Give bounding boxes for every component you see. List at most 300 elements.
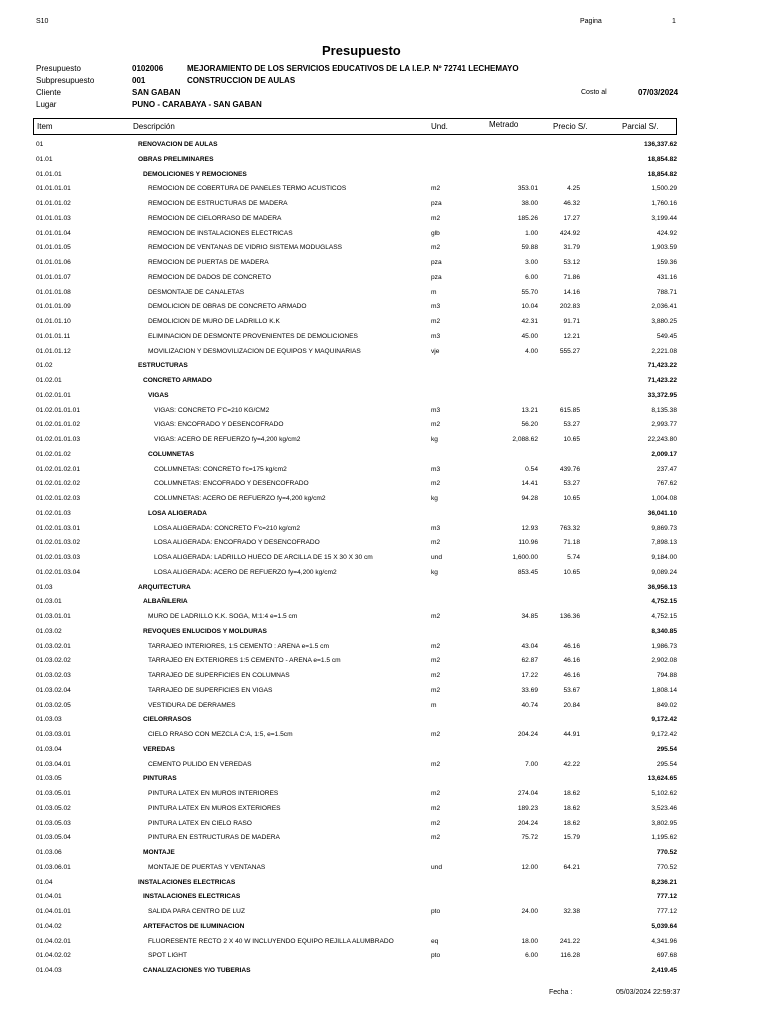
cell-item: 01.03.02 <box>36 627 62 635</box>
cell-parcial: 1,808.14 <box>651 686 677 694</box>
col-und: Und. <box>431 122 448 131</box>
table-row <box>0 241 768 256</box>
cell-und: und <box>431 554 443 561</box>
cell-parcial: 18,854.82 <box>647 155 677 163</box>
cell-precio: 5.74 <box>567 554 580 561</box>
col-item: Item <box>37 122 53 131</box>
table-row <box>0 286 768 301</box>
table-row <box>0 433 768 448</box>
table-row <box>0 758 768 773</box>
cell-metrado: 42.31 <box>521 318 538 325</box>
cell-descripcion: REMOCION DE INSTALACIONES ELECTRICAS <box>148 229 293 237</box>
cell-und: m2 <box>431 244 441 252</box>
cell-descripcion: VIGAS: CONCRETO F'C=210 KG/CM2 <box>154 406 270 414</box>
cell-metrado: 43.04 <box>521 642 538 650</box>
table-row <box>0 802 768 817</box>
cell-item: 01.03.04 <box>36 745 62 753</box>
cell-item: 01.01.01.10 <box>36 318 71 325</box>
table-row <box>0 920 768 935</box>
cell-item: 01.01.01.02 <box>36 200 71 207</box>
cell-parcial: 788.71 <box>656 288 677 296</box>
cell-precio: 42.22 <box>563 760 580 768</box>
table-row <box>0 890 768 905</box>
cell-metrado: 204.24 <box>517 731 538 738</box>
cell-metrado: 204.24 <box>517 819 538 827</box>
cell-und: und <box>431 863 443 871</box>
cell-item: 01.03.05 <box>36 775 62 783</box>
cell-parcial: 13,624.65 <box>647 775 677 783</box>
cell-descripcion: CIELO RRASO CON MEZCLA C:A, 1:5, e=1.5cm <box>148 731 293 738</box>
cell-descripcion: COLUMNETAS: CONCRETO f'c=175 kg/cm2 <box>154 465 287 473</box>
cell-metrado: 1.00 <box>525 229 538 237</box>
costo-date: 07/03/2024 <box>638 88 679 97</box>
cell-descripcion: MURO DE LADRILLO K.K. SOGA, M:1:4 e=1.5 cm <box>148 613 298 620</box>
cell-descripcion: MOVILIZACION Y DESMOVILIZACION DE EQUIPOS Y MAQUINARIAS <box>148 347 361 355</box>
cell-parcial: 770.52 <box>656 849 677 856</box>
table-row <box>0 448 768 463</box>
cell-descripcion: REMOCION DE CIELORRASO DE MADERA <box>148 214 282 222</box>
cell-parcial: 424.92 <box>656 229 677 237</box>
cell-item: 01.02.01.02.02 <box>36 480 80 488</box>
cell-item: 01.01.01.06 <box>36 259 71 266</box>
cell-descripcion: TARRAJEO EN EXTERIORES 1:5 CEMENTO - ARENA e=1.5 cm <box>148 657 341 665</box>
cell-item: 01.04.02 <box>36 922 62 930</box>
cell-und: m2 <box>431 834 441 842</box>
cell-descripcion: REMOCION DE COBERTURA DE PANELES TERMO ACUSTICOS <box>148 185 347 193</box>
cell-descripcion: INSTALACIONES ELECTRICAS <box>143 893 241 901</box>
table-row <box>0 345 768 360</box>
table-row <box>0 418 768 433</box>
cell-und: pto <box>431 908 441 915</box>
table-row <box>0 772 768 787</box>
cell-precio: 15.79 <box>563 834 580 842</box>
cell-metrado: 55.70 <box>521 288 538 296</box>
cell-descripcion: PINTURAS <box>143 775 177 783</box>
cell-item: 01.03.02.03 <box>36 672 71 679</box>
cell-parcial: 1,986.73 <box>651 642 677 650</box>
cell-metrado: 10.04 <box>521 303 538 311</box>
table-row <box>0 699 768 714</box>
cell-und: m2 <box>431 318 441 325</box>
table-row <box>0 625 768 640</box>
cell-item: 01.03.05.03 <box>36 819 71 827</box>
table-row <box>0 404 768 419</box>
cell-parcial: 7,898.13 <box>651 539 677 547</box>
table-row <box>0 315 768 330</box>
cell-metrado: 274.04 <box>517 790 538 797</box>
table-row <box>0 522 768 537</box>
cell-item: 01.03.02.04 <box>36 686 71 694</box>
cell-und: m3 <box>431 303 441 311</box>
cell-precio: 71.86 <box>563 273 580 281</box>
cell-descripcion: ALBAÑILERIA <box>143 598 188 606</box>
cell-item: 01.04.01 <box>36 893 62 901</box>
table-row <box>0 182 768 197</box>
cell-parcial: 237.47 <box>656 465 677 473</box>
cell-precio: 71.18 <box>563 539 580 547</box>
report-code: S10 <box>36 18 49 25</box>
cell-item: 01.01.01.05 <box>36 244 71 252</box>
cell-parcial: 697.68 <box>656 952 677 960</box>
cell-precio: 18.62 <box>563 790 580 797</box>
cell-parcial: 3,880.25 <box>651 318 677 325</box>
cell-parcial: 767.62 <box>656 480 677 488</box>
cell-parcial: 22,243.80 <box>647 436 677 443</box>
cell-item: 01.03.05.01 <box>36 790 71 797</box>
cell-parcial: 794.88 <box>656 672 677 679</box>
cell-parcial: 849.02 <box>656 701 677 709</box>
fecha-value: 05/03/2024 22:59:37 <box>616 989 681 996</box>
cell-parcial: 2,902.08 <box>651 657 677 665</box>
cell-metrado: 7.00 <box>525 760 538 768</box>
cell-descripcion: COLUMNETAS: ENCOFRADO Y DESENCOFRADO <box>154 480 309 488</box>
cell-precio: 46.16 <box>563 642 580 650</box>
cell-und: pza <box>431 259 442 266</box>
cell-descripcion: LOSA ALIGERADA: LADRILLO HUECO DE ARCILLA DE 15 X 30 X 30 cm <box>154 554 373 561</box>
budget-table-body <box>0 138 768 979</box>
cell-parcial: 36,041.10 <box>647 509 677 517</box>
table-row <box>0 212 768 227</box>
cell-metrado: 17.22 <box>521 672 538 679</box>
table-row <box>0 168 768 183</box>
cell-precio: 615.85 <box>559 406 580 414</box>
costo-label: Costo al <box>581 89 607 96</box>
presupuesto-label: Presupuesto <box>36 64 81 73</box>
cell-item: 01.02.01.03.01 <box>36 524 80 532</box>
cell-precio: 53.12 <box>563 259 580 266</box>
cell-item: 01.02.01.02.03 <box>36 495 80 502</box>
cell-und: kg <box>431 436 438 443</box>
table-row <box>0 197 768 212</box>
cell-metrado: 110.96 <box>518 539 538 547</box>
page-title: Presupuesto <box>322 43 401 58</box>
cell-und: m2 <box>431 760 441 768</box>
subpresupuesto-code: 001 <box>132 76 146 85</box>
cell-item: 01.03.03.01 <box>36 731 71 738</box>
cell-item: 01 <box>36 141 44 148</box>
cell-metrado: 56.20 <box>521 421 538 429</box>
col-descripcion: Descripción <box>133 122 175 131</box>
cell-precio: 424.92 <box>559 229 580 237</box>
cell-parcial: 295.54 <box>656 760 677 768</box>
cell-descripcion: MONTAJE <box>143 849 175 856</box>
presupuesto-name: MEJORAMIENTO DE LOS SERVICIOS EDUCATIVOS DE LA I.E.P. Nº 72741 LECHEMAYO <box>187 64 519 73</box>
cell-parcial: 1,195.62 <box>651 834 677 842</box>
cell-parcial: 9,172.42 <box>651 731 677 738</box>
table-row <box>0 654 768 669</box>
cell-und: kg <box>431 495 438 502</box>
cell-descripcion: COLUMNETAS: ACERO DE REFUERZO fy=4,200 kg/cm2 <box>154 495 326 502</box>
cell-precio: 18.62 <box>563 819 580 827</box>
cell-descripcion: LOSA ALIGERADA: ENCOFRADO Y DESENCOFRADO <box>154 539 320 547</box>
cell-precio: 202.83 <box>559 303 580 311</box>
cell-item: 01.02.01.01 <box>36 391 71 399</box>
cell-parcial: 5,102.62 <box>651 790 677 797</box>
cell-und: m2 <box>431 214 441 222</box>
cell-descripcion: CONCRETO ARMADO <box>143 377 212 384</box>
subpresupuesto-name: CONSTRUCCION DE AULAS <box>187 76 296 85</box>
cell-parcial: 159.36 <box>656 259 677 266</box>
cell-und: pza <box>431 200 442 207</box>
table-row <box>0 551 768 566</box>
cell-und: m3 <box>431 465 441 473</box>
cell-parcial: 770.52 <box>656 863 677 871</box>
cell-parcial: 71,423.22 <box>647 377 677 384</box>
cell-descripcion: ELIMINACION DE DESMONTE PROVENIENTES DE DEMOLICIONES <box>148 332 358 340</box>
cell-und: m3 <box>431 406 441 414</box>
cell-metrado: 40.74 <box>521 701 538 709</box>
cell-precio: 53.27 <box>563 421 580 429</box>
table-row <box>0 935 768 950</box>
cell-und: kg <box>431 568 438 576</box>
cell-precio: 14.16 <box>563 288 580 296</box>
cell-und: m2 <box>431 185 441 193</box>
cell-parcial: 9,184.00 <box>651 554 677 561</box>
cell-descripcion: DEMOLICIONES Y REMOCIONES <box>143 170 247 178</box>
cell-parcial: 549.45 <box>656 332 677 340</box>
lugar-label: Lugar <box>36 100 57 109</box>
cell-precio: 53.27 <box>563 480 580 488</box>
cell-descripcion: VIGAS <box>148 391 169 399</box>
cell-item: 01.03.02.05 <box>36 701 71 709</box>
cell-item: 01.03.01.01 <box>36 613 71 620</box>
cell-precio: 64.21 <box>563 863 580 871</box>
table-row <box>0 684 768 699</box>
cell-descripcion: OBRAS PRELIMINARES <box>138 155 214 163</box>
cell-parcial: 136,337.62 <box>643 141 677 148</box>
cell-precio: 44.91 <box>563 731 580 738</box>
cell-metrado: 6.00 <box>525 273 538 281</box>
cell-item: 01.02.01.03.04 <box>36 568 80 576</box>
cell-item: 01.03.02.01 <box>36 642 71 650</box>
col-parcial: Parcial S/. <box>622 122 659 131</box>
table-row <box>0 389 768 404</box>
table-row <box>0 831 768 846</box>
cell-descripcion: RENOVACION DE AULAS <box>138 141 218 148</box>
cell-metrado: 38.00 <box>521 200 538 207</box>
cell-descripcion: LOSA ALIGERADA: CONCRETO F'c=210 kg/cm2 <box>154 524 301 532</box>
cell-descripcion: DESMONTAJE DE CANALETAS <box>148 288 245 296</box>
cell-metrado: 6.00 <box>525 952 538 960</box>
cell-parcial: 1,004.08 <box>651 495 677 502</box>
cell-descripcion: VEREDAS <box>143 745 175 753</box>
cell-metrado: 94.28 <box>521 495 538 502</box>
cell-precio: 439.76 <box>559 465 580 473</box>
cell-parcial: 36,956.13 <box>647 583 677 591</box>
cell-descripcion: COLUMNETAS <box>148 450 195 458</box>
page-label: Pagina <box>580 18 602 25</box>
cell-descripcion: LOSA ALIGERADA: ACERO DE REFUERZO fy=4,200 kg/cm2 <box>154 568 337 576</box>
table-row <box>0 949 768 964</box>
table-row <box>0 507 768 522</box>
cell-parcial: 8,236.21 <box>651 878 677 886</box>
cell-descripcion: TARRAJEO DE SUPERFICIES EN COLUMNAS <box>148 672 290 679</box>
table-header <box>33 118 677 135</box>
cell-item: 01.02.01.01.03 <box>36 436 80 443</box>
cell-item: 01.04 <box>36 878 53 886</box>
cell-item: 01.03.06 <box>36 849 62 856</box>
cell-item: 01.03.06.01 <box>36 863 71 871</box>
cell-precio: 116.28 <box>560 952 580 960</box>
cell-descripcion: PINTURA EN ESTRUCTURAS DE MADERA <box>148 834 280 842</box>
cell-und: m2 <box>431 804 441 812</box>
cell-item: 01.01.01.03 <box>36 214 71 222</box>
cell-descripcion: CEMENTO PULIDO EN VEREDAS <box>148 760 252 768</box>
table-row <box>0 713 768 728</box>
cell-metrado: 33.69 <box>521 686 538 694</box>
cliente-label: Cliente <box>36 88 61 97</box>
cell-und: m2 <box>431 613 441 620</box>
cell-descripcion: REMOCION DE DADOS DE CONCRETO <box>148 273 271 281</box>
presupuesto-code: 0102006 <box>132 64 164 73</box>
cell-parcial: 33,372.95 <box>647 391 677 399</box>
cell-descripcion: VIGAS: ENCOFRADO Y DESENCOFRADO <box>154 421 284 429</box>
cell-descripcion: VESTIDURA DE DERRAMES <box>148 701 236 709</box>
cell-descripcion: LOSA ALIGERADA <box>148 509 207 517</box>
cell-descripcion: ESTRUCTURAS <box>138 362 188 370</box>
table-row <box>0 374 768 389</box>
cell-und: m2 <box>431 731 441 738</box>
cell-item: 01.04.03 <box>36 967 62 974</box>
cell-precio: 4.25 <box>567 185 580 193</box>
cell-parcial: 431.16 <box>656 273 677 281</box>
cell-precio: 10.65 <box>563 568 580 576</box>
cell-item: 01.02.01.01.02 <box>36 421 80 429</box>
cell-precio: 136.36 <box>559 613 580 620</box>
cell-und: m <box>431 288 437 296</box>
cell-precio: 53.67 <box>563 686 580 694</box>
table-row <box>0 640 768 655</box>
cell-parcial: 1,760.16 <box>651 200 677 207</box>
cell-item: 01.03.05.02 <box>36 804 71 812</box>
cell-descripcion: REVOQUES ENLUCIDOS Y MOLDURAS <box>143 627 267 635</box>
cell-item: 01.02.01.03.02 <box>36 539 80 547</box>
cell-descripcion: PINTURA LATEX EN MUROS EXTERIORES <box>148 804 281 812</box>
table-row <box>0 728 768 743</box>
cell-descripcion: CIELORRASOS <box>143 716 192 724</box>
cell-precio: 18.62 <box>563 804 580 812</box>
table-row <box>0 300 768 315</box>
cell-precio: 17.27 <box>563 214 580 222</box>
cell-parcial: 777.12 <box>656 908 677 915</box>
cell-item: 01.01 <box>36 155 53 163</box>
cell-und: m2 <box>431 421 441 429</box>
cell-parcial: 9,089.24 <box>651 568 677 576</box>
cell-item: 01.02 <box>36 362 53 370</box>
cell-parcial: 2,993.77 <box>651 421 677 429</box>
cell-parcial: 3,523.46 <box>651 804 677 812</box>
cell-item: 01.02.01.03 <box>36 509 71 517</box>
cell-parcial: 18,854.82 <box>647 170 677 178</box>
cell-item: 01.02.01.02.01 <box>36 465 80 473</box>
cell-parcial: 2,009.17 <box>651 450 677 458</box>
cell-und: m2 <box>431 539 441 547</box>
lugar-value: PUNO - CARABAYA - SAN GABAN <box>132 100 262 109</box>
cell-item: 01.02.01 <box>36 377 62 384</box>
cell-item: 01.02.01.01.01 <box>36 406 80 414</box>
cell-descripcion: REMOCION DE PUERTAS DE MADERA <box>148 259 269 266</box>
cell-descripcion: REMOCION DE ESTRUCTURAS DE MADERA <box>148 200 288 207</box>
cell-parcial: 777.12 <box>656 893 677 901</box>
cell-parcial: 2,036.41 <box>651 303 677 311</box>
cell-precio: 46.32 <box>563 200 580 207</box>
cell-precio: 46.16 <box>563 657 580 665</box>
cell-precio: 241.22 <box>559 937 580 945</box>
table-row <box>0 861 768 876</box>
cell-und: pza <box>431 273 442 281</box>
cell-parcial: 4,752.15 <box>651 598 677 606</box>
cell-descripcion: ARTEFACTOS DE ILUMINACION <box>143 922 245 930</box>
cell-parcial: 295.54 <box>656 745 677 753</box>
cell-metrado: 2,088.62 <box>512 436 538 443</box>
cell-und: m2 <box>431 686 441 694</box>
cell-descripcion: SALIDA PARA CENTRO DE LUZ <box>148 908 245 915</box>
cell-item: 01.03.01 <box>36 598 62 606</box>
table-row <box>0 743 768 758</box>
cell-item: 01.04.01.01 <box>36 908 71 915</box>
page-number: 1 <box>672 18 676 25</box>
cell-metrado: 0.54 <box>525 465 538 473</box>
cell-metrado: 3.00 <box>525 259 538 266</box>
cell-item: 01.01.01.11 <box>36 332 71 340</box>
cell-descripcion: CANALIZACIONES Y/O TUBERIAS <box>143 967 251 974</box>
table-row <box>0 595 768 610</box>
table-row <box>0 876 768 891</box>
cell-metrado: 13.21 <box>521 406 538 414</box>
cell-metrado: 189.23 <box>517 804 538 812</box>
cell-item: 01.02.01.02 <box>36 450 71 458</box>
cell-item: 01.01.01.08 <box>36 288 71 296</box>
cell-parcial: 9,172.42 <box>651 716 677 724</box>
col-precio: Precio S/. <box>553 122 588 131</box>
cell-item: 01.01.01.12 <box>36 347 71 355</box>
cell-item: 01.02.01.03.03 <box>36 554 80 561</box>
cell-metrado: 62.87 <box>521 657 538 665</box>
table-row <box>0 610 768 625</box>
table-row <box>0 256 768 271</box>
cell-item: 01.03.02.02 <box>36 657 71 665</box>
cell-item: 01.01.01 <box>36 170 62 178</box>
cliente-value: SAN GABAN <box>132 88 181 97</box>
cell-item: 01.03.04.01 <box>36 760 71 768</box>
cell-precio: 46.16 <box>563 672 580 679</box>
cell-und: m2 <box>431 642 441 650</box>
cell-und: m2 <box>431 819 441 827</box>
table-row <box>0 477 768 492</box>
cell-metrado: 353.01 <box>517 185 538 193</box>
cell-precio: 10.65 <box>563 495 580 502</box>
subpresupuesto-label: Subpresupuesto <box>36 76 95 85</box>
cell-metrado: 59.88 <box>521 244 538 252</box>
cell-und: vje <box>431 347 440 355</box>
cell-metrado: 853.45 <box>517 568 538 576</box>
cell-precio: 10.65 <box>563 436 580 443</box>
cell-metrado: 75.72 <box>521 834 538 842</box>
cell-metrado: 185.26 <box>517 214 538 222</box>
table-row <box>0 271 768 286</box>
cell-descripcion: PINTURA LATEX EN CIELO RASO <box>148 819 252 827</box>
cell-metrado: 12.93 <box>521 524 538 532</box>
cell-metrado: 12.00 <box>521 863 538 871</box>
cell-descripcion: DEMOLICION DE MURO DE LADRILLO K.K <box>148 318 280 325</box>
cell-und: m3 <box>431 332 441 340</box>
table-row <box>0 227 768 242</box>
table-row <box>0 492 768 507</box>
cell-und: m2 <box>431 480 441 488</box>
cell-precio: 31.79 <box>563 244 580 252</box>
cell-parcial: 1,903.59 <box>651 244 677 252</box>
cell-item: 01.04.02.01 <box>36 937 71 945</box>
